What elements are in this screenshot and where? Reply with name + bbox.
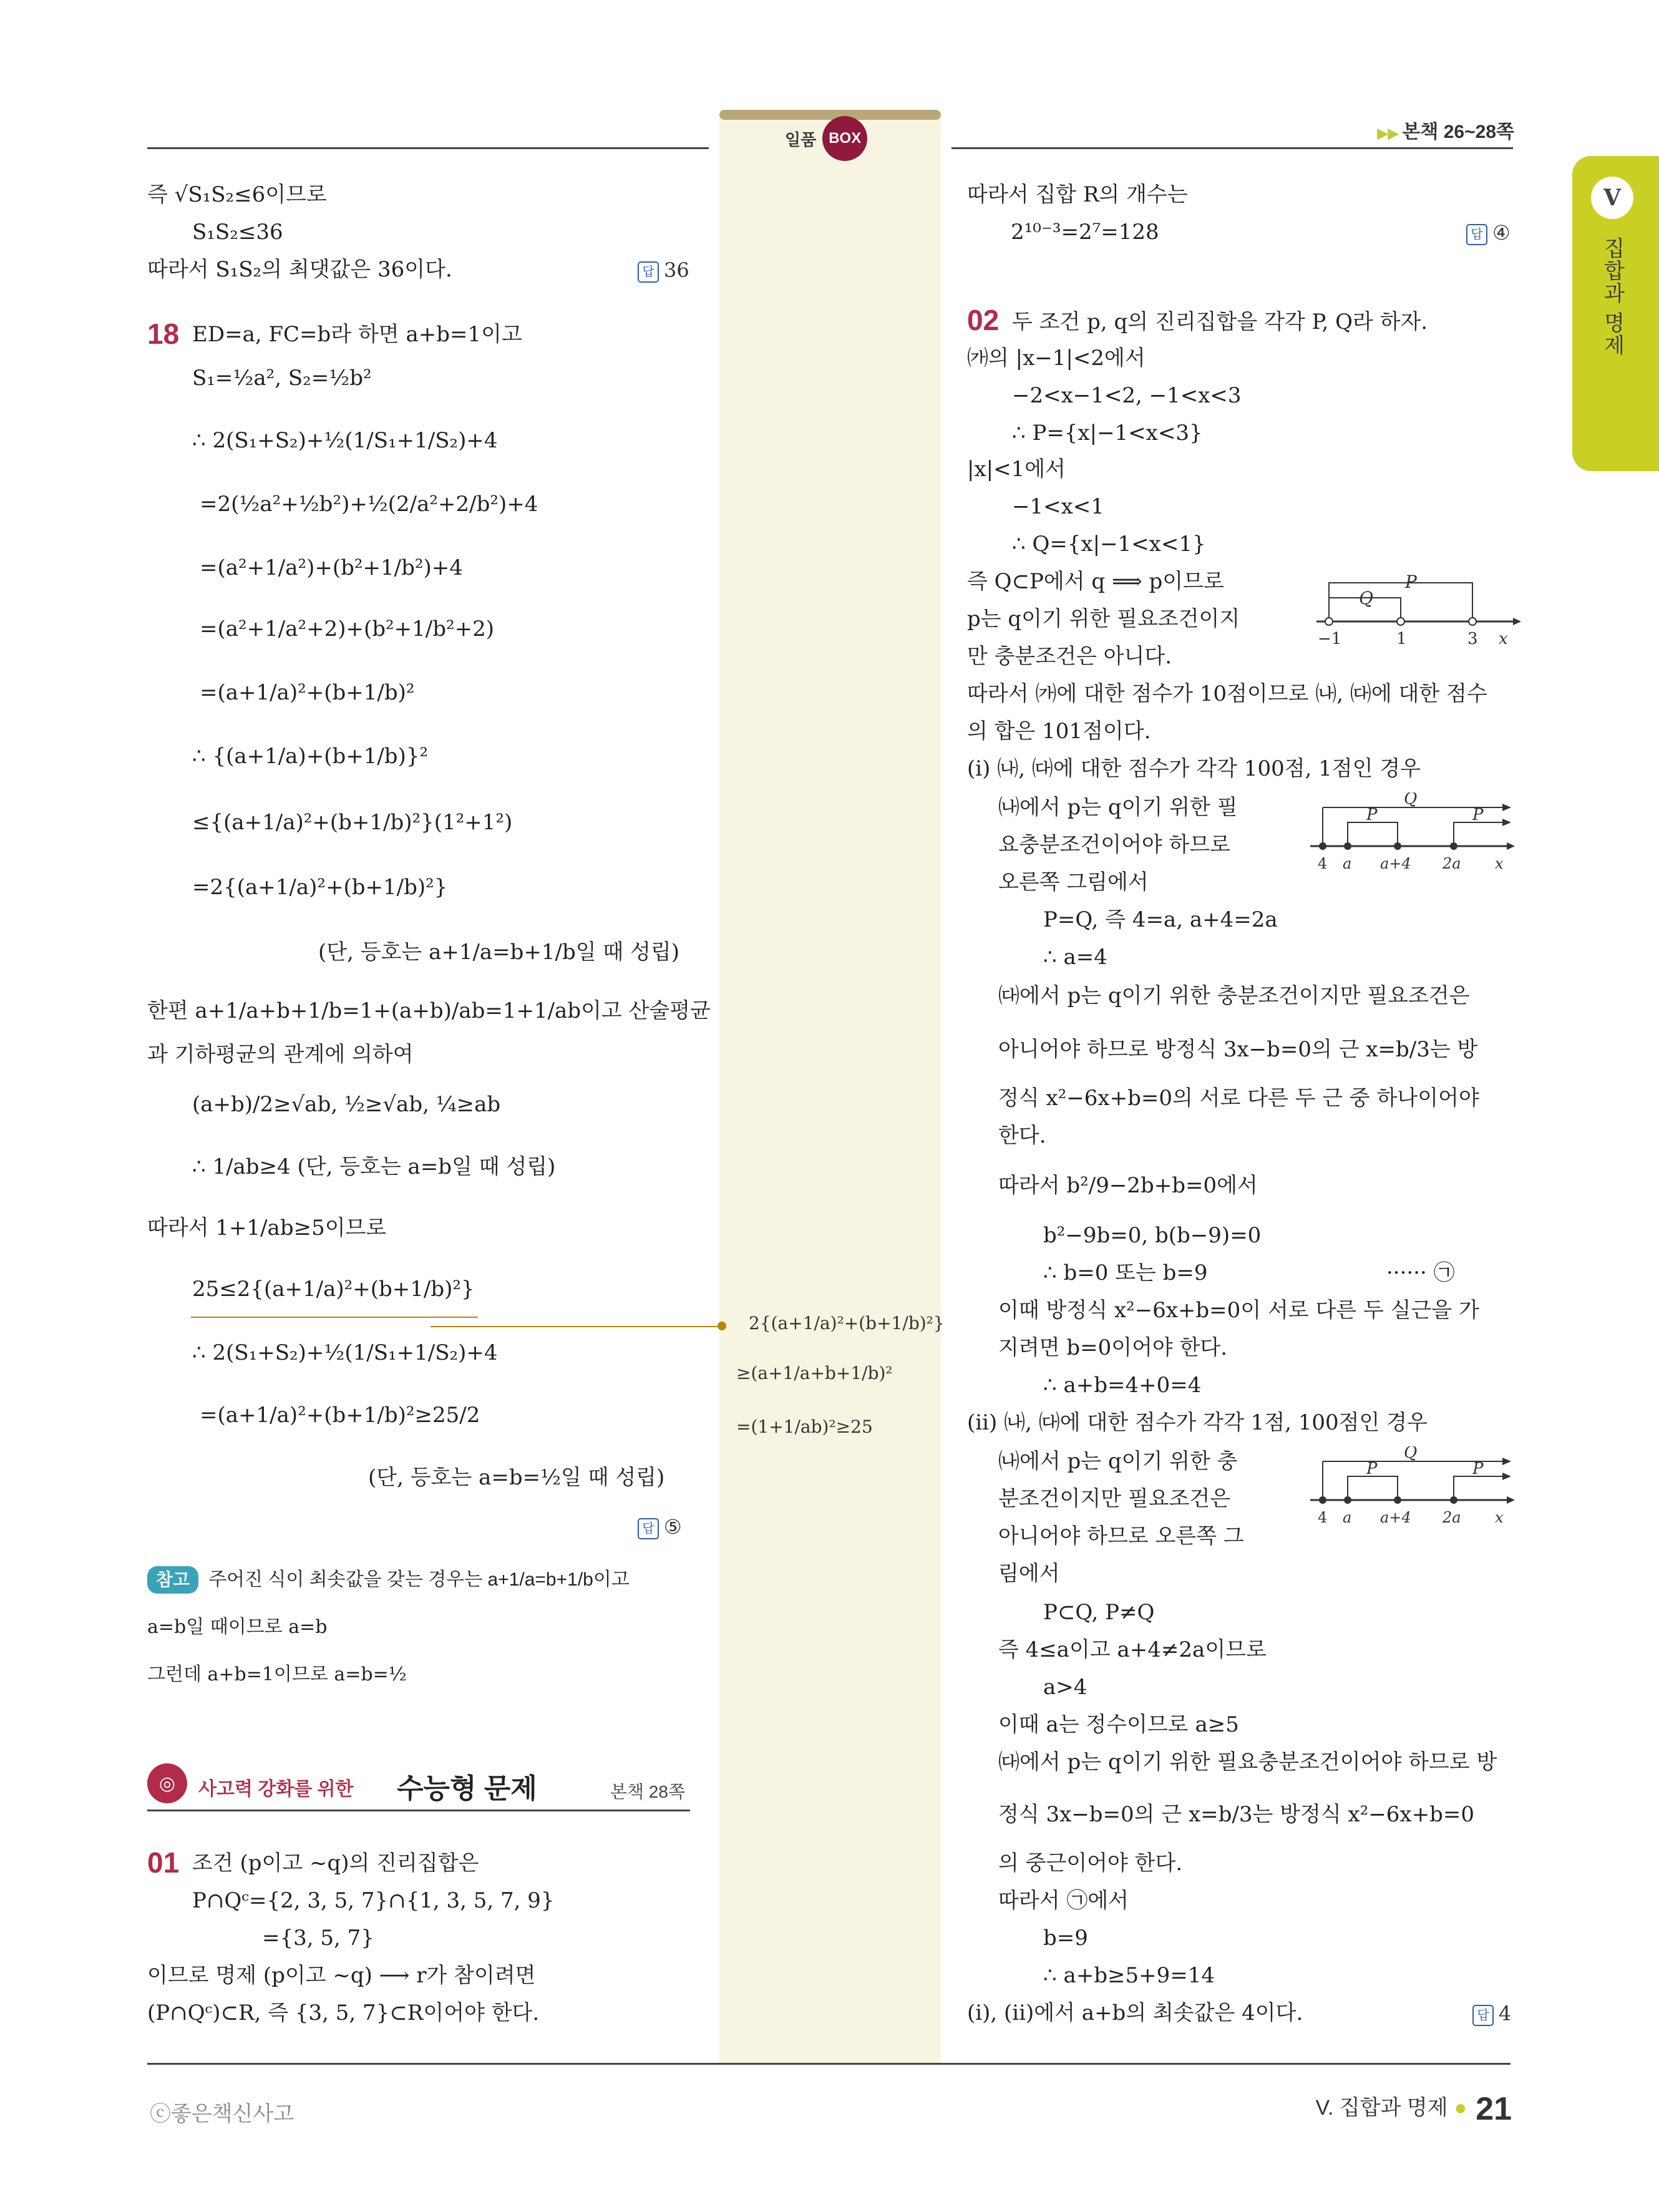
right-line: −1<x<1 (1012, 494, 1104, 519)
page-reference-text: 본책 26~28쪽 (1402, 122, 1514, 142)
left-line: 따라서 S₁S₂의 최댓값은 36이다. (147, 257, 452, 282)
right-line: 분조건이지만 필요조건은 (998, 1486, 1231, 1511)
left-line: ∴ 1/ab≥4 (단, 등호는 a=b일 때 성립) (192, 1154, 556, 1179)
p01-line: 조건 (p이고 ~q)의 진리집합은 (192, 1851, 479, 1876)
header-rule-left (147, 147, 709, 149)
diagram-label: 4 (1318, 855, 1328, 872)
right-line: 지려면 b=0이어야 한다. (998, 1335, 1228, 1360)
logo (785, 116, 867, 161)
answer-36: 답 36 (638, 258, 689, 283)
diagram-label: P (1472, 1459, 1484, 1478)
left-line: (a+b)/2≥√ab, ½≥√ab, ¼≥ab (192, 1092, 501, 1117)
right-line: 따라서 ㉠에서 (998, 1888, 1129, 1913)
diagram-label: −1 (1318, 630, 1342, 648)
answer-icon: 답 (1472, 2005, 1494, 2026)
highlight-underline (191, 1317, 478, 1318)
center-note-line: ≥(a+1/a+b+1/b)² (736, 1363, 893, 1383)
banner-title: 수능형 문제 (397, 1773, 537, 1804)
diagram-label: P (1366, 806, 1378, 824)
right-line: 이때 방정식 x²−6x+b=0이 서로 다른 두 실근을 가 (998, 1298, 1479, 1323)
diagram-label: a+4 (1380, 1509, 1411, 1526)
left-line: 즉 √S₁S₂≤6이므로 (147, 182, 327, 207)
diagram-label: 3 (1467, 630, 1478, 648)
center-note-line: 2{(a+1/a)²+(b+1/b)²} (749, 1313, 945, 1333)
answer-icon: 답 (638, 261, 659, 283)
right-line: 두 조건 p, q의 진리집합을 각각 P, Q라 하자. (1012, 309, 1428, 334)
left-line: ∴ {(a+1/a)+(b+1/b)}² (192, 744, 429, 769)
right-line: 오른쪽 그림에서 (998, 870, 1149, 895)
note-line: 그런데 a+b=1이므로 a=b=½ (147, 1664, 407, 1685)
diagram-label: 1 (1396, 630, 1407, 648)
right-line: 정식 x²−6x+b=0의 서로 다른 두 근 중 하나이어야 (998, 1086, 1479, 1111)
right-line: ㈏에서 p는 q이기 위한 필 (998, 795, 1238, 820)
right-line: P⊂Q, P≠Q (1043, 1600, 1155, 1625)
footer-chapter (1315, 2090, 1512, 2128)
number-line-diagram-3 (1304, 1446, 1516, 1527)
right-line: 즉 4≤a이고 a+4≠2a이므로 (998, 1637, 1267, 1662)
banner-page-ref: 본책 28쪽 (610, 1782, 685, 1801)
banner-subtitle: 사고력 강화를 위한 (198, 1779, 354, 1800)
circled-mark: ······ ㉠ (1386, 1260, 1455, 1285)
right-line: 아니어야 하므로 오른쪽 그 (998, 1524, 1244, 1549)
header-rule-right (951, 147, 1513, 149)
diagram-label: 2a (1443, 855, 1461, 872)
left-line: ∴ 2(S₁+S₂)+½(1/S₁+1/S₂)+4 (192, 428, 498, 453)
right-line: P=Q, 즉 4=a, a+4=2a (1043, 907, 1278, 932)
left-line: (단, 등호는 a+1/a=b+1/b일 때 성립) (318, 940, 680, 965)
left-line: =(a+1/a)²+(b+1/b)²≥25/2 (200, 1403, 480, 1428)
diagram-label: 4 (1318, 1509, 1328, 1526)
right-line: ∴ b=0 또는 b=9 (1043, 1260, 1208, 1285)
logo-text: 일품 (785, 130, 817, 149)
left-line: =2(½a²+½b²)+½(2/a²+2/b²)+4 (200, 492, 538, 517)
diagram-label: P (1405, 572, 1417, 592)
right-line: ㈏에서 p는 q이기 위한 충 (998, 1449, 1238, 1474)
answer-4-top: 답 ④ (1466, 221, 1511, 245)
copyright: ⓒ좋은책신사고 (150, 2102, 294, 2126)
left-line: S₁S₂≤36 (192, 220, 283, 245)
right-line: 의 중근이어야 한다. (998, 1851, 1183, 1876)
diagram-label: x (1495, 1509, 1504, 1526)
diagram-label: P (1366, 1459, 1378, 1478)
left-line: ≤{(a+1/a)²+(b+1/b)²}(1²+1²) (192, 810, 513, 835)
diagram-label: x (1495, 855, 1504, 872)
right-line: ㈐에서 p는 q이기 위한 필요충분조건이어야 하므로 방 (998, 1750, 1497, 1775)
diagram-label: a (1343, 1509, 1352, 1526)
diagram-label: Q (1404, 792, 1418, 808)
left-line: ED=a, FC=b라 하면 a+b=1이고 (192, 322, 522, 347)
note-line: 참고 주어진 식이 최솟값을 갖는 경우는 a+1/a=b+1/b이고 (147, 1566, 630, 1594)
diagram-label: P (1472, 806, 1484, 824)
left-line: ∴ 2(S₁+S₂)+½(1/S₁+1/S₂)+4 (192, 1340, 498, 1365)
right-line: b²−9b=0, b(b−9)=0 (1043, 1223, 1262, 1248)
left-line: 한편 a+1/a+b+1/b=1+(a+b)/ab=1+1/ab이고 산술평균 (147, 998, 711, 1023)
right-line: 따라서 집합 R의 개수는 (967, 182, 1188, 207)
left-line: 과 기하평균의 관계에 의하여 (147, 1042, 414, 1067)
answer-icon: 답 (1466, 224, 1487, 245)
p01-line: 이므로 명제 (p이고 ~q) ⟶ r가 참이려면 (147, 1963, 536, 1988)
diagram-label: a (1343, 855, 1352, 872)
right-line: (i) ㈏, ㈐에 대한 점수가 각각 100점, 1점인 경우 (967, 756, 1421, 781)
p01-line: ={3, 5, 7} (262, 1926, 374, 1951)
left-line: =(a+1/a)²+(b+1/b)² (200, 680, 415, 705)
right-line: 2¹⁰⁻³=2⁷=128 (1011, 220, 1159, 245)
footer-rule (147, 2063, 1511, 2065)
right-line: (i), (ii)에서 a+b의 최솟값은 4이다. (967, 2000, 1303, 2025)
right-line: ∴ P={x|−1<x<3} (1012, 421, 1203, 446)
left-line: S₁=½a², S₂=½b² (192, 366, 372, 391)
double-arrow-icon: ▶▶ (1377, 125, 1399, 141)
left-line: (단, 등호는 a=b=½일 때 성립) (368, 1465, 665, 1490)
right-line: −2<x−1<2, −1<x<3 (1012, 383, 1242, 408)
right-line: 한다. (998, 1123, 1046, 1148)
p01-line: (P∩Qᶜ)⊂R, 즉 {3, 5, 7}⊂R이어야 한다. (147, 2000, 540, 2025)
diagram-label: Q (1404, 1446, 1418, 1462)
problem-number-01: 01 (147, 1846, 180, 1879)
left-line: =(a²+1/a²+2)+(b²+1/b²+2) (200, 616, 495, 641)
chapter-tab-title: 집합과 명제 (1600, 237, 1624, 357)
problem-number-02: 02 (967, 304, 1000, 336)
left-line: =(a²+1/a²)+(b²+1/b²)+4 (200, 555, 463, 580)
answer-icon: 답 (638, 1518, 659, 1539)
right-line: 정식 3x−b=0의 근 x=b/3는 방정식 x²−6x+b=0 (998, 1802, 1474, 1827)
number-line-diagram-2 (1304, 792, 1516, 874)
right-line: b=9 (1043, 1926, 1088, 1951)
logo-badge: BOX (822, 116, 867, 161)
note-connector-line (431, 1326, 724, 1327)
right-line: ∴ a=4 (1043, 945, 1107, 970)
section-banner (147, 1760, 690, 1811)
right-line: 아니어야 하므로 방정식 3x−b=0의 근 x=b/3는 방 (998, 1037, 1478, 1062)
target-icon: ◎ (147, 1763, 187, 1803)
bullet-icon: ● (1454, 2096, 1467, 2120)
right-line: 의 합은 101점이다. (967, 719, 1151, 744)
right-line: ㈐에서 p는 q이기 위한 충분조건이지만 필요조건은 (998, 983, 1470, 1008)
left-line: 25≤2{(a+1/a)²+(b+1/b)²} (192, 1277, 475, 1302)
p01-line: P∩Qᶜ={2, 3, 5, 7}∩{1, 3, 5, 7, 9} (192, 1888, 555, 1913)
page-reference (1378, 116, 1514, 144)
center-margin-column (719, 111, 941, 2064)
right-line: (ii) ㈏, ㈐에 대한 점수가 각각 1점, 100점인 경우 (967, 1410, 1428, 1435)
right-line: 요충분조건이어야 하므로 (998, 832, 1231, 857)
right-line: ∴ a+b≥5+9=14 (1043, 1963, 1215, 1988)
right-line: p는 q이기 위한 필요조건이지 (967, 607, 1240, 631)
right-line: a>4 (1043, 1675, 1087, 1700)
diagram-label: x (1499, 630, 1508, 648)
center-note-line: =(1+1/ab)²≥25 (736, 1416, 873, 1437)
diagram-label: 2a (1443, 1509, 1461, 1526)
note-line: a=b일 때이므로 a=b (147, 1616, 328, 1638)
right-line: ∴ Q={x|−1<x<1} (1012, 532, 1206, 557)
chapter-roman-badge: V (1591, 177, 1633, 219)
answer-4-bottom: 답 4 (1472, 2002, 1511, 2026)
right-line: 림에서 (998, 1561, 1060, 1586)
note-connector-dot (718, 1322, 726, 1330)
answer-5: 답 ⑤ (638, 1515, 682, 1539)
page-number: 21 (1476, 2091, 1512, 2128)
note-badge: 참고 (147, 1566, 198, 1594)
right-line: ㈎의 |x−1|<2에서 (967, 346, 1146, 371)
left-line: =2{(a+1/a)²+(b+1/b)²} (192, 875, 448, 900)
problem-number-18: 18 (147, 318, 180, 350)
right-line: 따라서 ㈎에 대한 점수가 10점이므로 ㈏, ㈐에 대한 점수 (967, 681, 1487, 706)
footer-chapter-title: V. 집합과 명제 (1315, 2096, 1448, 2120)
right-line: |x|<1에서 (967, 457, 1066, 482)
right-line: 만 충분조건은 아니다. (967, 644, 1172, 669)
diagram-label: a+4 (1380, 855, 1411, 872)
right-line: 즉 Q⊂P에서 q ⟹ p이므로 (967, 569, 1224, 594)
diagram-label: Q (1359, 588, 1373, 608)
right-line: ∴ a+b=4+0=4 (1043, 1373, 1202, 1398)
left-line: 따라서 1+1/ab≥5이므로 (147, 1216, 387, 1240)
right-line: 이때 a는 정수이므로 a≥5 (998, 1712, 1239, 1737)
number-line-diagram-1 (1310, 568, 1522, 649)
right-line: 따라서 b²/9−2b+b=0에서 (998, 1173, 1258, 1198)
